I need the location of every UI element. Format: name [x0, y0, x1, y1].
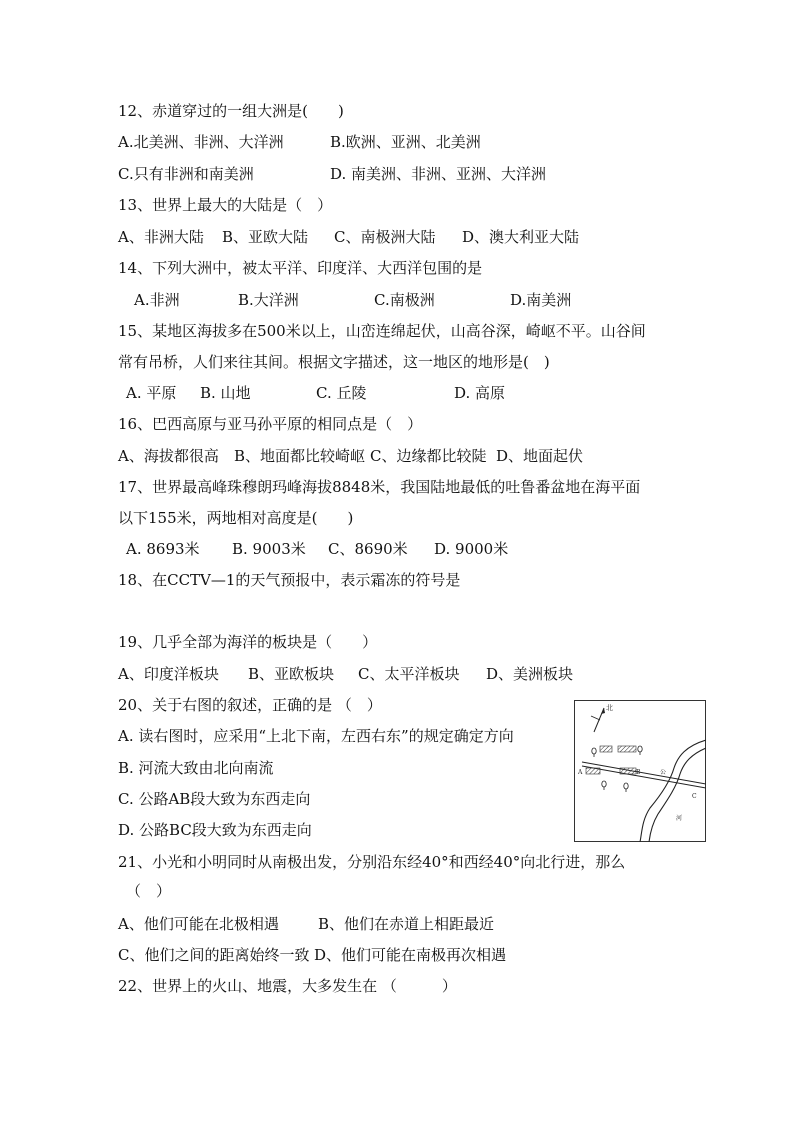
question-19-option-d: D、美洲板块 — [486, 665, 574, 683]
question-20-option-a: A. 读右图时，应采用“上北下南，左西右东”的规定确定方向 — [118, 727, 514, 745]
question-17-stem-line1: 17、世界最高峰珠穆朗玛峰海拔8848米，我国陆地最低的吐鲁番盆地在海平面 — [118, 478, 641, 496]
question-20-map — [574, 700, 706, 842]
map-label-a: A — [578, 769, 583, 776]
question-17-stem-line2: 以下155米，两地相对高度是( ) — [118, 509, 354, 527]
question-20-stem: 20、关于右图的叙述，正确的是 （ ） — [118, 696, 382, 714]
question-14-option-d: D.南美洲 — [510, 291, 572, 309]
question-17-option-b: B. 9003米 — [232, 540, 306, 558]
question-16-option-d: D、地面起伏 — [496, 447, 584, 465]
question-12-option-c: C.只有非洲和南美洲 — [118, 165, 254, 183]
question-21-option-b: B、他们在赤道上相距最近 — [318, 915, 495, 933]
question-20-option-b: B. 河流大致由北向南流 — [118, 759, 274, 777]
question-15-option-c: C. 丘陵 — [316, 384, 367, 402]
question-13-option-b: B、亚欧大陆 — [222, 228, 309, 246]
map-label-c: C — [692, 793, 697, 800]
question-12-option-d: D. 南美洲、非洲、亚洲、大洋洲 — [330, 165, 547, 183]
question-12-option-b: B.欧洲、亚洲、北美洲 — [330, 133, 481, 151]
question-16-option-a: A、海拔都很高 — [118, 447, 219, 465]
question-19-option-c: C、太平洋板块 — [358, 665, 460, 683]
question-19-option-b: B、亚欧板块 — [248, 665, 335, 683]
question-17-option-d: D. 9000米 — [434, 540, 509, 558]
question-13-option-d: D、澳大利亚大陆 — [462, 228, 580, 246]
question-17-option-c: C、8690米 — [328, 540, 408, 558]
question-20-option-d: D. 公路BC段大致为东西走向 — [118, 821, 312, 839]
question-15-stem-line2: 常有吊桥，人们来往其间。根据文字描述，这一地区的地形是( ) — [118, 353, 550, 371]
question-16-option-b: B、地面都比较崎岖 — [234, 447, 366, 465]
question-15-option-d: D. 高原 — [454, 384, 506, 402]
question-14-option-c: C.南极洲 — [374, 291, 435, 309]
question-21-stem-line2: （ ） — [126, 882, 172, 900]
map-river-label: 河 — [676, 815, 683, 822]
map-building — [620, 768, 636, 774]
question-12-option-a: A.北美洲、非洲、大洋洲 — [118, 133, 284, 151]
question-19-stem: 19、几乎全部为海洋的板块是（ ） — [118, 633, 378, 651]
question-15-stem-line1: 15、某地区海拔多在500米以上，山峦连绵起伏，山高谷深，崎岖不平。山谷间 — [118, 322, 646, 340]
question-21-option-c: C、他们之间的距离始终一致 — [118, 946, 310, 964]
map-building — [600, 746, 612, 752]
question-13-option-c: C、南极洲大陆 — [334, 228, 436, 246]
question-13-stem: 13、世界上最大的大陆是（ ） — [118, 196, 333, 214]
question-17-option-a: A. 8693米 — [126, 540, 200, 558]
question-21-option-d: D、他们可能在南极再次相遇 — [314, 946, 507, 964]
question-18-stem: 18、在CCTV—1的天气预报中，表示霜冻的符号是 — [118, 571, 461, 589]
question-21-option-a: A、他们可能在北极相遇 — [118, 915, 279, 933]
map-label-b: B — [636, 769, 641, 776]
question-16-option-c: C、边缘都比较陡 — [370, 447, 487, 465]
map-road-label: 公 — [660, 769, 667, 776]
map-north-label: 北 — [606, 704, 613, 712]
map-building — [586, 768, 600, 774]
question-16-stem: 16、巴西高原与亚马孙平原的相同点是（ ） — [118, 415, 423, 433]
map-building — [618, 746, 636, 752]
question-14-stem: 14、下列大洲中，被太平洋、印度洋、大西洋包围的是 — [118, 259, 483, 277]
question-14-option-b: B.大洋洲 — [238, 291, 299, 309]
question-15-option-b: B. 山地 — [200, 384, 251, 402]
question-13-option-a: A、非洲大陆 — [118, 228, 204, 246]
question-20-option-c: C. 公路AB段大致为东西走向 — [118, 790, 311, 808]
question-12-stem: 12、赤道穿过的一组大洲是( ) — [118, 102, 344, 120]
question-22-stem: 22、世界上的火山、地震，大多发生在 （ ） — [118, 977, 457, 995]
question-15-option-a: A. 平原 — [126, 384, 177, 402]
question-21-stem-line1: 21、小光和小明同时从南极出发，分别沿东经40°和西经40°向北行进，那么 — [118, 853, 626, 871]
question-14-option-a: A.非洲 — [134, 291, 180, 309]
question-19-option-a: A、印度洋板块 — [118, 665, 219, 683]
